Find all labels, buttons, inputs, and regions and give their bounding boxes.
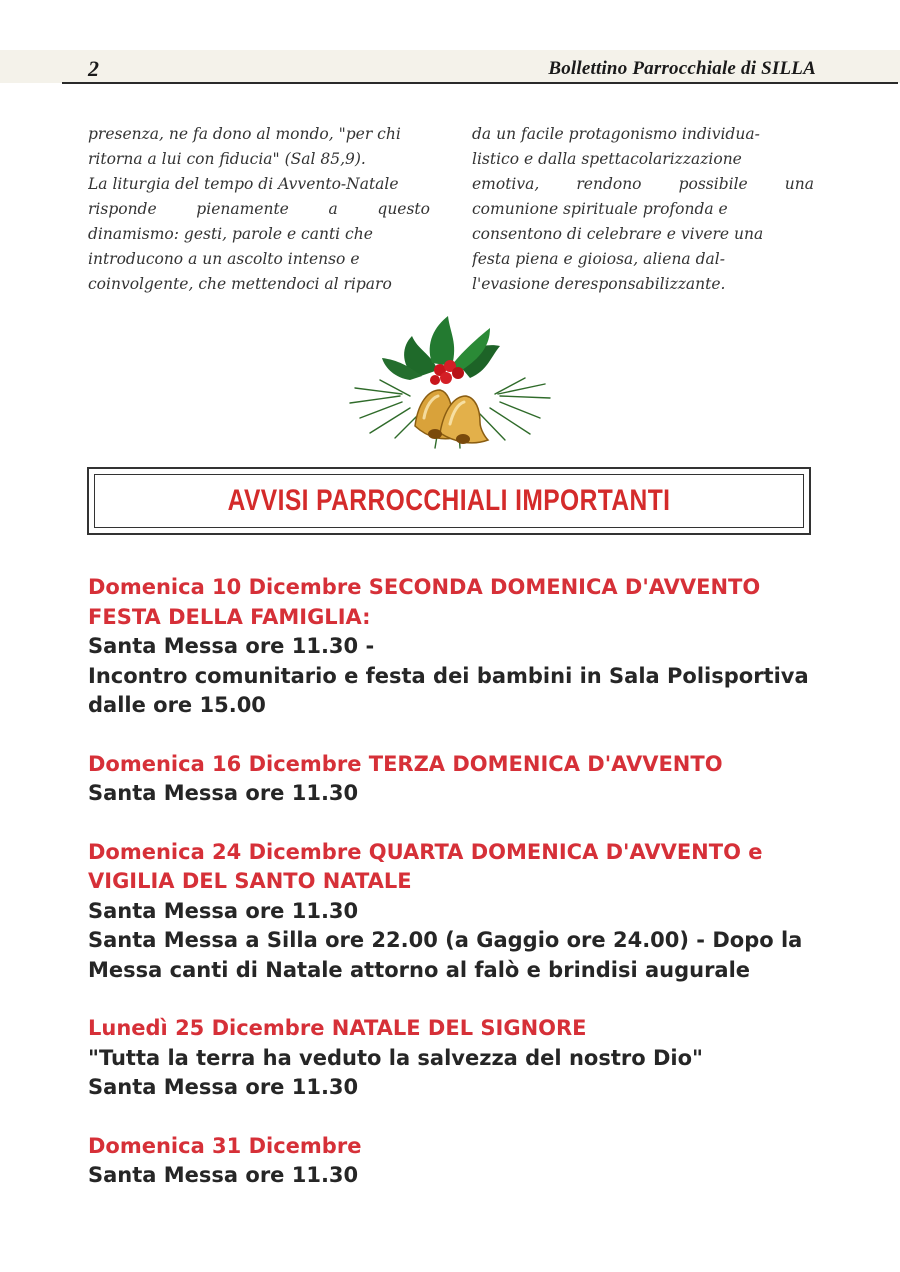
article-line: festa piena e gioiosa, aliena dal- bbox=[472, 250, 725, 268]
header-rule bbox=[62, 82, 898, 84]
notice-body: Santa Messa ore 11.30 bbox=[88, 781, 359, 805]
article-line: emotiva, rendono possibile una bbox=[472, 175, 814, 193]
article-line: coinvolgente, che mettendoci al riparo bbox=[88, 275, 392, 293]
notice-item bbox=[88, 838, 848, 986]
notice-heading: VIGILIA DEL SANTO NATALE bbox=[88, 869, 412, 893]
article-line: risponde pienamente a questo bbox=[88, 200, 430, 218]
notice-item bbox=[88, 1132, 848, 1191]
notice-item bbox=[88, 1014, 848, 1103]
notice-body: Santa Messa ore 11.30 bbox=[88, 1075, 359, 1099]
article-line: listico e dalla spettacolarizzazione bbox=[472, 150, 742, 168]
notice-body: dalle ore 15.00 bbox=[88, 693, 266, 717]
article-line: La liturgia del tempo di Avvento-Natale bbox=[88, 175, 399, 193]
article-right-column bbox=[472, 122, 814, 297]
notice-heading: Domenica 31 Dicembre bbox=[88, 1133, 362, 1158]
notice-body: Santa Messa a Silla ore 22.00 (a Gaggio ore 24.00) - Dopo la bbox=[88, 928, 803, 952]
bulletin-title: Bollettino Parrocchiale di SILLA bbox=[548, 58, 816, 79]
article-line: da un facile protagonismo individua- bbox=[472, 125, 760, 143]
notice-body: Santa Messa ore 11.30 bbox=[88, 1163, 359, 1187]
article-line: consentono di celebrare e vivere una bbox=[472, 225, 764, 243]
notice-body: Santa Messa ore 11.30 bbox=[88, 898, 359, 923]
notices-list bbox=[88, 573, 848, 1220]
notice-heading: Lunedì 25 Dicembre NATALE DEL SIGNORE bbox=[88, 1016, 587, 1040]
notice-heading: Domenica 24 Dicembre QUARTA DOMENICA D'AVVENTO e bbox=[88, 839, 763, 864]
article-line: presenza, ne fa dono al mondo, "per chi bbox=[88, 125, 401, 143]
notice-body: Messa canti di Natale attorno al falò e brindisi augurale bbox=[88, 957, 751, 982]
article-line: dinamismo: gesti, parole e canti che bbox=[88, 225, 373, 243]
notice-item bbox=[88, 573, 848, 721]
article-line: introducono a un ascolto intenso e bbox=[88, 250, 360, 268]
notice-body: Incontro comunitario e festa dei bambini in Sala Polisportiva bbox=[88, 663, 809, 688]
notice-body: "Tutta la terra ha veduto la salvezza del nostro Dio" bbox=[88, 1045, 703, 1070]
notice-heading: Domenica 10 Dicembre SECONDA DOMENICA D'AVVENTO bbox=[88, 575, 761, 599]
notice-heading: Domenica 16 Dicembre TERZA DOMENICA D'AVVENTO bbox=[88, 751, 723, 776]
christmas-bells-icon bbox=[340, 308, 560, 453]
notice-heading: FESTA DELLA FAMIGLIA: bbox=[88, 604, 371, 629]
article-left-column bbox=[88, 122, 430, 297]
notices-title: AVVISI PARROCCHIALI IMPORTANTI bbox=[227, 484, 671, 517]
notice-body: Santa Messa ore 11.30 - bbox=[88, 634, 375, 658]
article-line: comunione spirituale profonda e bbox=[472, 200, 728, 218]
article-line: ritorna a lui con fiducia" (Sal 85,9). bbox=[88, 150, 366, 168]
article-line: l'evasione deresponsabilizzante. bbox=[472, 275, 726, 293]
page-number: 2 bbox=[88, 56, 99, 81]
notice-item bbox=[88, 750, 848, 809]
notices-title-box bbox=[87, 467, 811, 535]
